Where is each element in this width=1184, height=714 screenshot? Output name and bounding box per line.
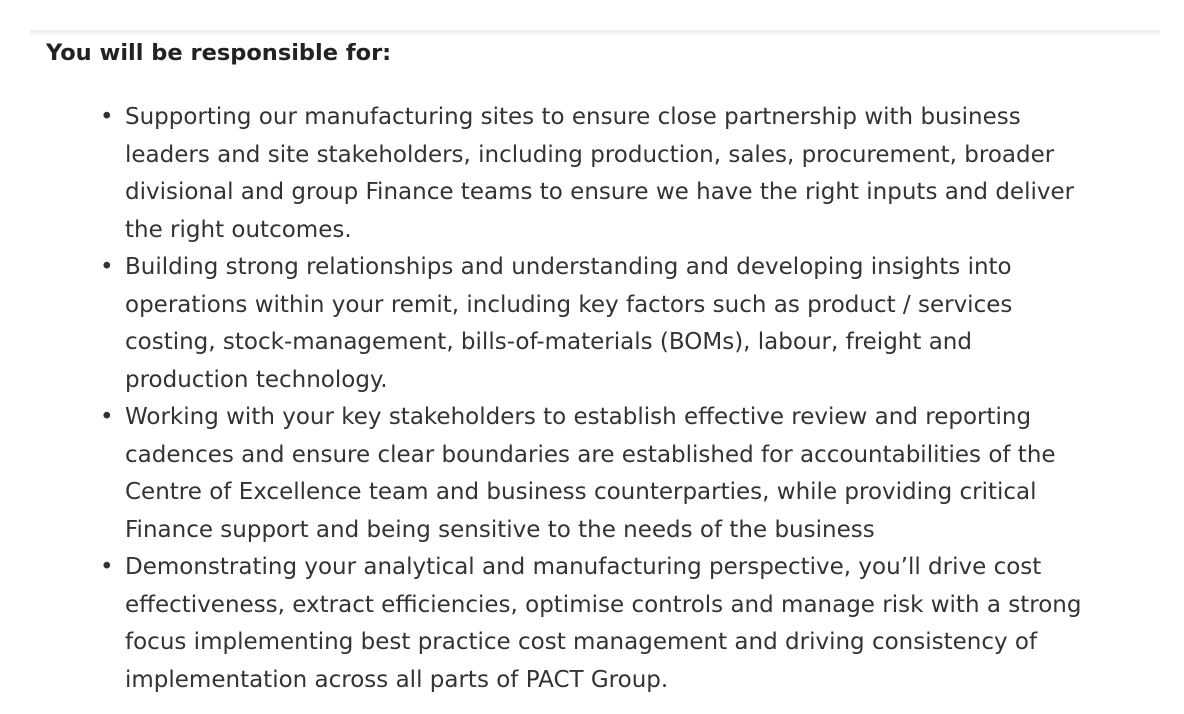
item-line: Demonstrating your analytical and manufacturing perspective, you’ll drive cost — [125, 554, 1042, 580]
responsibilities-section — [46, 36, 1156, 699]
bullet-icon: • — [100, 254, 114, 280]
item-line: cadences and ensure clear boundaries are established for accountabilities of the — [125, 441, 1056, 468]
section-heading: You will be responsible for: — [46, 40, 392, 66]
item-line: Working with your key stakeholders to establish effective review and reporting — [125, 404, 1032, 430]
bullet-icon: • — [100, 404, 114, 430]
item-line: Supporting our manufacturing sites to ensure close partnership with business — [125, 104, 1021, 130]
list-item — [46, 549, 1156, 699]
item-line: Centre of Excellence team and business counterparties, while providing critical — [125, 479, 1037, 505]
item-line: operations within your remit, including key factors such as product / services — [125, 291, 1013, 318]
item-line: production technology. — [125, 366, 388, 393]
bullet-icon: • — [100, 554, 114, 580]
item-line: Finance support and being sensitive to the needs of the business — [125, 516, 875, 543]
list-item — [46, 99, 1156, 249]
item-line: focus implementing best practice cost management and driving consistency of — [125, 629, 1038, 655]
item-line: Building strong relationships and understanding and developing insights into — [125, 254, 1012, 280]
item-line: costing, stock-management, bills-of-materials (BOMs), labour, freight and — [125, 329, 972, 355]
item-line: effectiveness, extract efficiencies, optimise controls and manage risk with a strong — [125, 591, 1082, 618]
item-line: the right outcomes. — [125, 216, 352, 243]
item-line: divisional and group Finance teams to ensure we have the right inputs and deliver — [125, 179, 1075, 205]
bullet-icon: • — [100, 104, 114, 130]
responsibilities-list — [46, 99, 1156, 699]
item-line: leaders and site stakeholders, including production, sales, procurement, broader — [125, 141, 1055, 168]
list-item — [46, 399, 1156, 549]
list-item — [46, 249, 1156, 399]
item-line: implementation across all parts of PACT Group. — [125, 666, 669, 693]
